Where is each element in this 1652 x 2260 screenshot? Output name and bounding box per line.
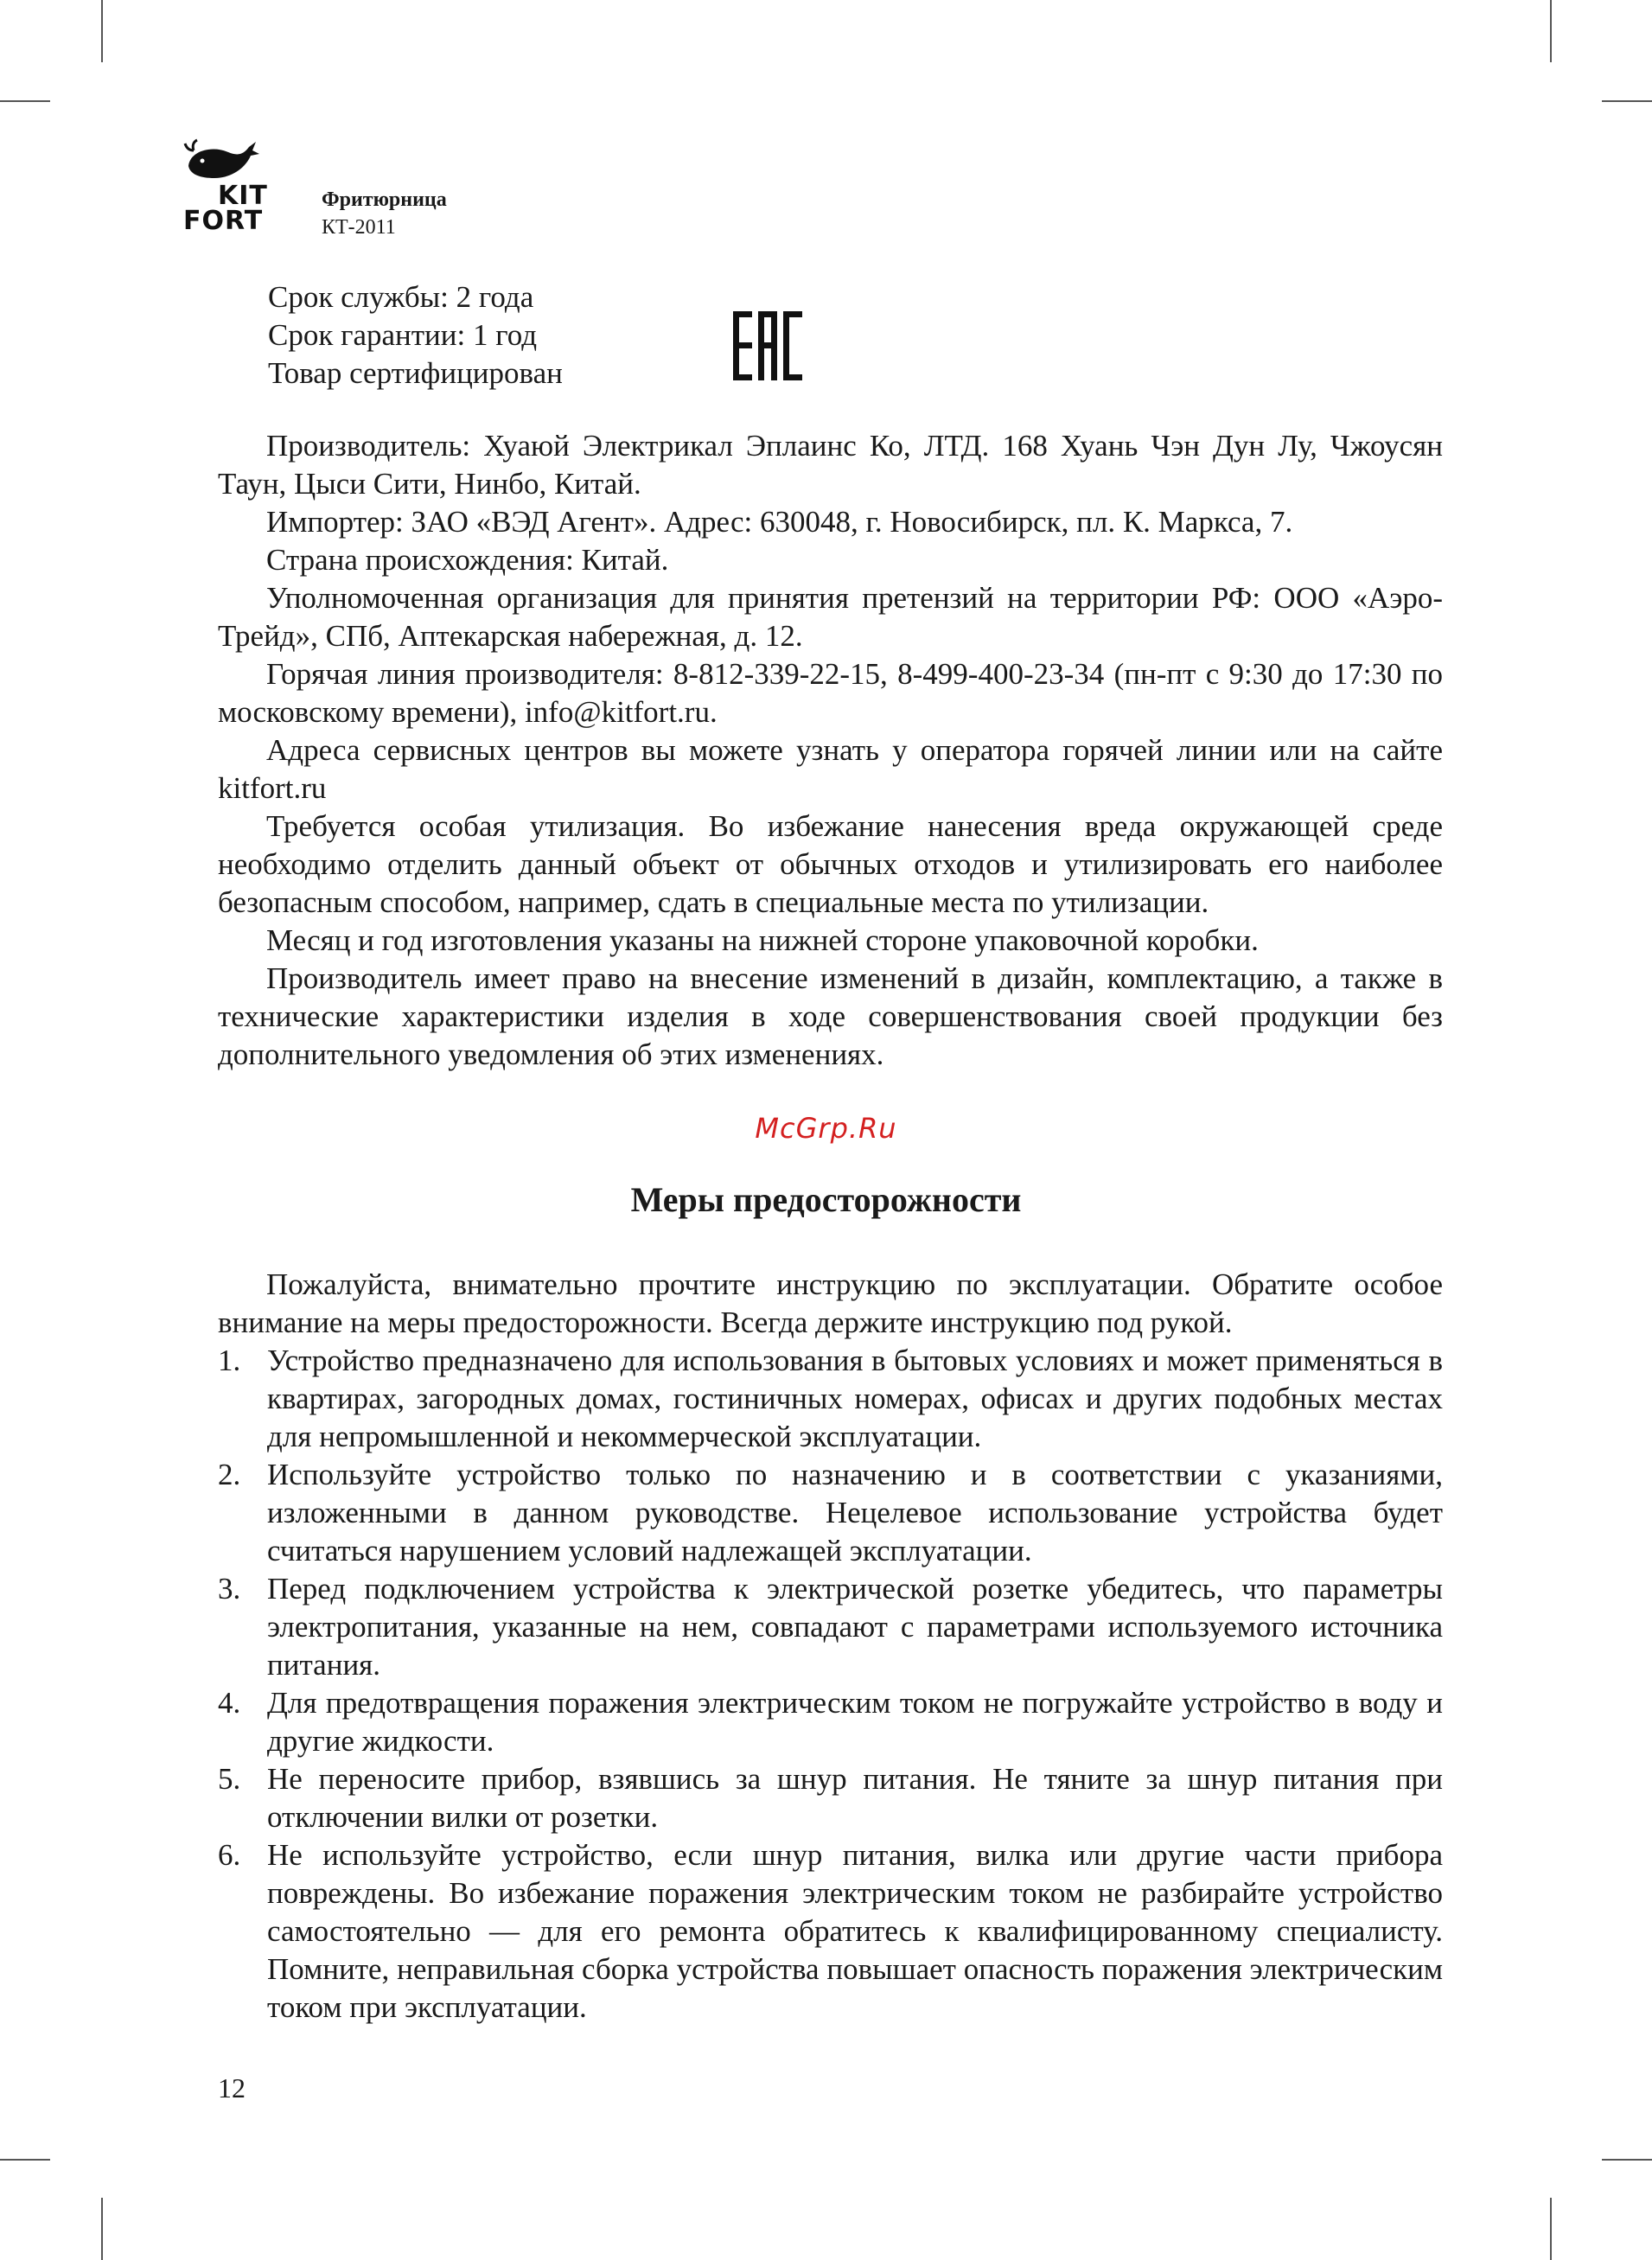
info-block [218,427,1443,1074]
watermark: McGrp.Ru [755,1112,897,1145]
whale-icon [183,138,261,183]
list-item: 2. Используйте устройство только по назначению и в соответствии с указаниями, изложенными в данном руководстве. Нецелевое использование устройства будет считаться нарушением условий надлежащей эксплуатации. [218,1458,1443,1567]
warranty-period: Срок гарантии: 1 год [268,318,538,352]
section-title: Меры предосторожности [630,1180,1022,1219]
crop-mark [0,100,50,102]
service-life: Срок службы: 2 года [268,280,534,314]
certification: Товар сертифицирован [268,356,563,390]
production-date-paragraph: Месяц и год изготовления указаны на нижней стороне упаковочной коробки. [266,923,1259,957]
logo-text-fort: FORT [183,206,264,236]
crop-mark [1602,100,1652,102]
page-number: 12 [218,2072,246,2104]
product-title: Фритюрница [322,188,447,211]
eac-icon [733,311,802,380]
service-info [268,278,563,393]
list-item: 4. Для предотвращения поражения электрическим током не погружайте устройство в воду и другие жидкости. [218,1686,1443,1758]
list-item: 1. Устройство предназначено для использования в бытовых условиях и может применяться в квартирах, загородных домах, гостиничных номерах, офисах и других подобных местах для непромышленной и некоммерческой эксплуатации. [218,1344,1443,1453]
manufacturer-paragraph: Производитель: Хуаюй Электрикал Эплаинс Ко, ЛТД. 168 Хуань Чэн Дун Лу, Чжоусян Таун, Цыси Сити, Нинбо, Китай. [218,429,1443,501]
crop-mark [101,0,103,62]
product-model: КТ-2011 [322,216,396,239]
hotline-paragraph: Горячая линия производителя: 8-812-339-22-15, 8-499-400-23-34 (пн-пт с 9:30 до 17:30 по московскому времени), info@kitfort.ru. [218,657,1443,729]
crop-mark [1602,2159,1652,2161]
logo-text-kit: KIT [218,181,268,211]
intro-paragraph: Пожалуйста, внимательно прочтите инструкцию по эксплуатации. Обратите особое внимание на меры предосторожности. Всегда держите инструкцию под рукой. [218,1267,1443,1339]
crop-mark [1550,2198,1552,2260]
eac-mark [733,311,802,385]
importer-paragraph: Импортер: ЗАО «ВЭД Агент». Адрес: 630048, г. Новосибирск, пл. К. Маркса, 7. [266,505,1293,539]
origin-paragraph: Страна происхождения: Китай. [266,543,669,577]
precautions-block [218,1266,1443,2027]
claims-paragraph: Уполномоченная организация для принятия претензий на территории РФ: ООО «Аэро-Трейд», СПб, Аптекарская набережная, д. 12. [218,581,1443,653]
crop-mark [101,2198,103,2260]
service-centers-paragraph: Адреса сервисных центров вы можете узнать у оператора горячей линии или на сайте kitfort.ru [218,733,1443,805]
list-item: 3. Перед подключением устройства к электрической розетке убедитесь, что параметры электропитания, указанные на нем, совпадают с параметрами используемого источника питания. [218,1572,1443,1682]
changes-paragraph: Производитель имеет право на внесение изменений в дизайн, комплектацию, а также в технические характеристики изделия в ходе совершенствования своей продукции без дополнительного уведомления об этих изменениях. [218,961,1443,1071]
kitfort-logo [183,138,313,236]
crop-mark [0,2159,50,2161]
crop-mark [1550,0,1552,62]
disposal-paragraph: Требуется особая утилизация. Во избежание нанесения вреда окружающей среде необходимо отделить данный объект от обычных отходов и утилизировать его наиболее безопасным способом, например, сдать в специальные места по утилизации. [218,809,1443,919]
list-item: 5. Не переносите прибор, взявшись за шнур питания. Не тяните за шнур питания при отключении вилки от розетки. [218,1762,1443,1834]
precautions-list [218,1342,1443,2027]
list-item: 6. Не используйте устройство, если шнур питания, вилка или другие части прибора повреждены. Во избежание поражения электрическим током не разбирайте устройство самостоятельно — для его ремонта обратитесь к квалифицированному специалисту. Помните, неправильная сборка устройства повышает опасность поражения электрическим током при эксплуатации. [218,1838,1443,2024]
